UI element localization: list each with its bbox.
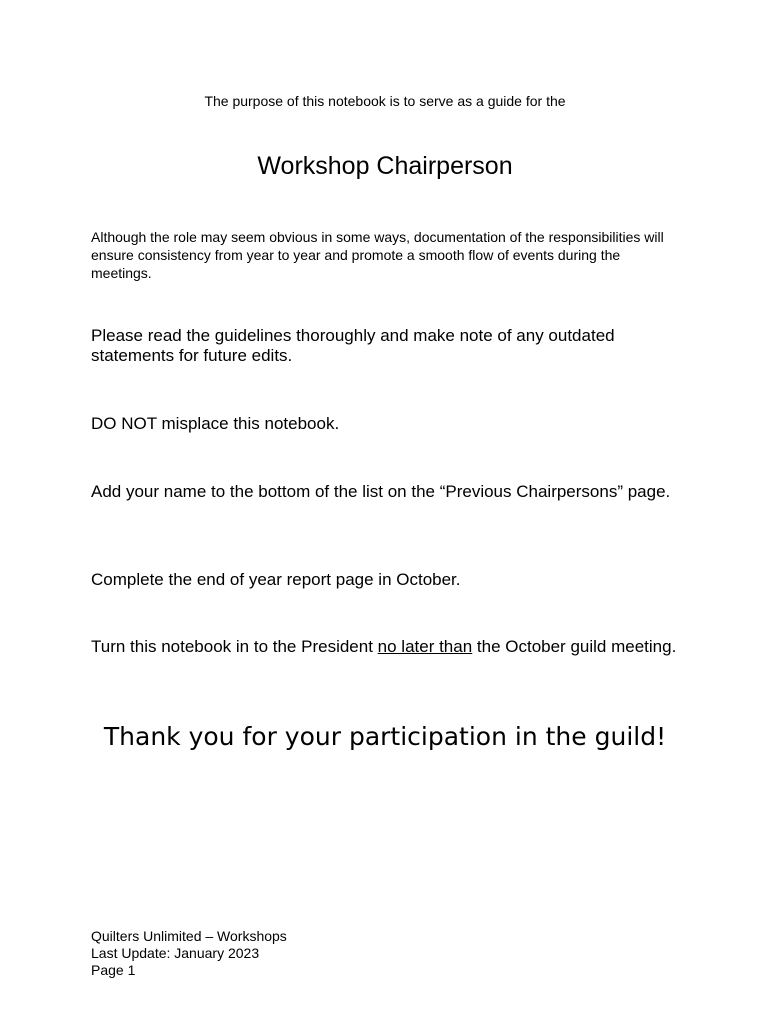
page-footer: [91, 928, 287, 979]
thank-you-heading: Thank you for your participation in the guild!: [103, 722, 667, 751]
intro-text: The purpose of this notebook is to serve as a guide for the: [204, 93, 566, 109]
guidelines-paragraph: Please read the guidelines thoroughly and make note of any outdated statements for future edits.: [91, 326, 615, 365]
description-paragraph: Although the role may seem obvious in some ways, documentation of the responsibilities will ensure consistency from year to year and promote a smooth flow of events during the meetings.: [91, 229, 664, 281]
turn-in-underlined: no later than: [377, 637, 473, 656]
page-title: Workshop Chairperson: [257, 152, 513, 180]
turn-in-after: the October guild meeting.: [472, 637, 677, 656]
report-paragraph: Complete the end of year report page in October.: [91, 570, 461, 589]
footer-line-page: Page 1: [91, 962, 136, 978]
footer-line-org: Quilters Unlimited – Workshops: [91, 928, 287, 944]
add-name-paragraph: Add your name to the bottom of the list on the “Previous Chairpersons” page.: [91, 482, 671, 501]
footer-line-update: Last Update: January 2023: [91, 945, 260, 961]
misplace-paragraph: DO NOT misplace this notebook.: [91, 414, 340, 433]
turn-in-paragraph: [91, 637, 691, 657]
turn-in-before: Turn this notebook in to the President: [91, 637, 378, 656]
